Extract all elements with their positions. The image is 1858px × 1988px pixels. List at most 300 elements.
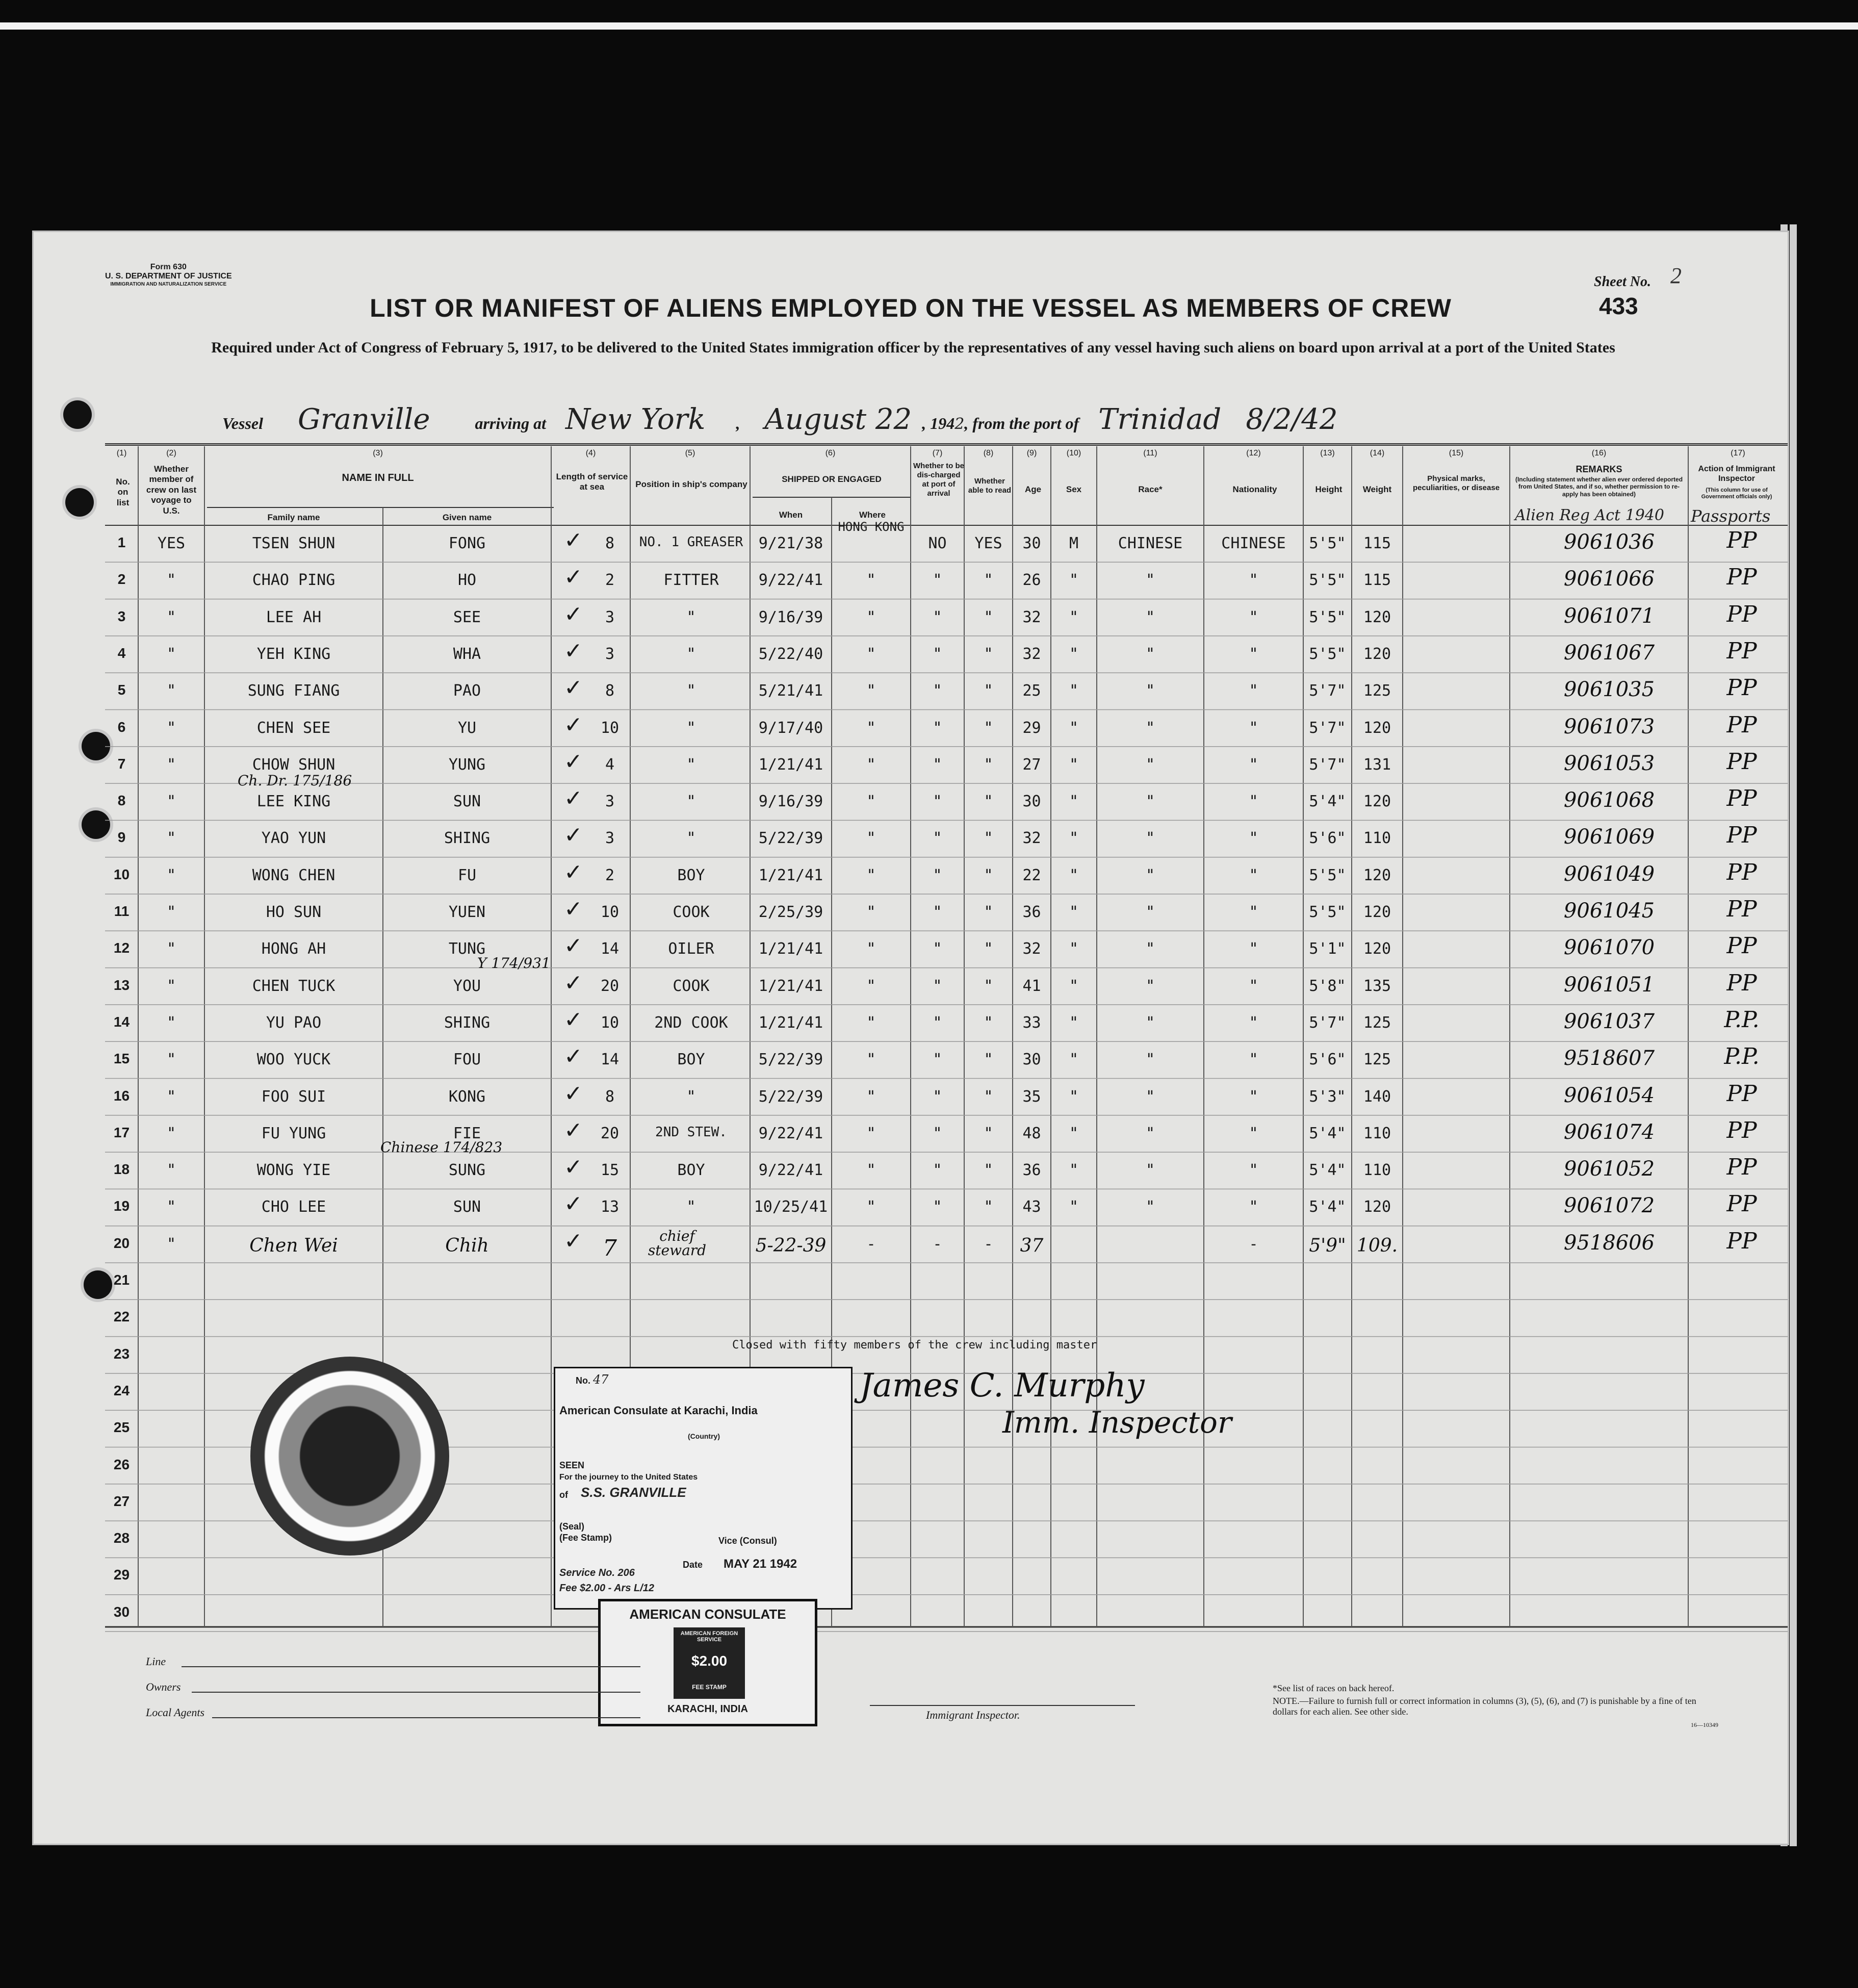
table-row — [34, 1263, 1788, 1299]
column-number: (1) — [116, 449, 127, 457]
cell-height: 5'7" — [1309, 719, 1346, 737]
cell-action: PP — [1726, 564, 1757, 591]
cell-race: " — [1145, 866, 1155, 884]
sheet-number: 433 — [1599, 293, 1638, 319]
cell-race: " — [1145, 719, 1155, 737]
arrival-date: August 22 — [764, 403, 912, 436]
cell-action: PP — [1726, 1080, 1757, 1107]
cell-read: " — [984, 793, 993, 811]
cell-family: WONG YIE — [256, 1161, 331, 1180]
cell-age: 37 — [1020, 1235, 1044, 1256]
cell-nationality: " — [1249, 608, 1258, 626]
cell-action: PP — [1726, 1117, 1757, 1143]
cell-nationality: " — [1249, 1161, 1258, 1180]
cell-given: FU — [457, 866, 477, 884]
cell-age: 27 — [1022, 755, 1041, 774]
cell-nationality: " — [1249, 1198, 1258, 1216]
cell-age: 33 — [1022, 1013, 1041, 1032]
cell-where: - — [866, 1235, 876, 1253]
cell-height: 5'4" — [1309, 793, 1346, 811]
cell-crew: " — [166, 866, 176, 884]
page-subtitle: Required under Act of Congress of February 5, 1917, to be delivered to the United States immigration officer by the representatives of any vessel having such aliens on board upon arrival at a port of the United States — [211, 339, 1615, 356]
table-row — [34, 931, 1788, 967]
cell-nationality: " — [1249, 829, 1258, 848]
cell-crew: " — [166, 1235, 176, 1253]
table-row — [34, 1005, 1788, 1041]
cell-position: COOK — [673, 903, 710, 921]
cell-weight: 109. — [1356, 1235, 1398, 1256]
cell-read: " — [984, 829, 993, 848]
hdr-given: Given name — [442, 513, 492, 522]
cell-sex: " — [1069, 866, 1079, 884]
cell-no: 4 — [117, 645, 126, 661]
cell-service: 2 — [605, 866, 615, 884]
cell-action: P.P. — [1724, 1043, 1760, 1070]
cell-position: BOY — [677, 866, 705, 884]
cell-service: 8 — [605, 534, 615, 552]
cell-height: 5'4" — [1309, 1161, 1346, 1180]
cell-position: COOK — [673, 977, 710, 995]
cell-discharged: " — [933, 977, 942, 995]
cell-discharged: " — [933, 793, 942, 811]
cell-when: 5/22/39 — [758, 1087, 823, 1106]
checkmark-icon: ✓ — [564, 711, 583, 738]
cell-nationality: " — [1249, 1051, 1258, 1069]
stamp-vice-consul: Vice (Consul) — [718, 1536, 777, 1546]
from-date: 8/2/42 — [1246, 403, 1338, 436]
cell-age: 36 — [1022, 903, 1041, 921]
cell-given: KONG — [448, 1087, 486, 1106]
cell-service: 13 — [600, 1198, 620, 1216]
checkmark-icon: ✓ — [564, 1080, 583, 1107]
cell-weight: 125 — [1363, 1051, 1391, 1069]
cell-nationality: " — [1249, 682, 1258, 700]
cell-where: HONG KONG — [838, 520, 905, 534]
cell-where: " — [866, 866, 876, 884]
cell-no: 30 — [113, 1603, 130, 1620]
form-number: Form 630 — [150, 263, 187, 271]
cell-no: 24 — [113, 1382, 130, 1398]
cell-nationality: CHINESE — [1221, 534, 1286, 552]
cell-where: " — [866, 903, 876, 921]
cell-family: HO SUN — [266, 903, 322, 921]
checkmark-icon: ✓ — [564, 638, 583, 664]
cell-read: " — [984, 645, 993, 663]
cell-height: 5'5" — [1309, 608, 1346, 626]
cell-height: 5'4" — [1309, 1124, 1346, 1142]
cell-crew: " — [166, 608, 176, 626]
cell-read: " — [984, 940, 993, 958]
cell-where: " — [866, 1198, 876, 1216]
cell-read: " — [984, 866, 993, 884]
cell-height: 5'5" — [1309, 645, 1346, 663]
cell-remark: 9061052 — [1563, 1157, 1655, 1181]
cell-action: PP — [1726, 638, 1757, 664]
hdr-name: NAME IN FULL — [342, 472, 414, 483]
closing-statement: Closed with fifty members of the crew including master — [732, 1339, 1097, 1352]
cell-service: 3 — [605, 793, 615, 811]
cell-read: " — [984, 571, 993, 590]
cell-crew: " — [166, 1198, 176, 1216]
cell-given: HO — [457, 571, 477, 590]
hdr-no: No. on list — [116, 477, 130, 507]
cell-race: " — [1145, 1013, 1155, 1032]
checkmark-icon: ✓ — [564, 970, 583, 996]
hdr-nationality: Nationality — [1232, 485, 1277, 494]
cell-service: 20 — [600, 1124, 620, 1142]
cell-family: CHEN TUCK — [252, 977, 336, 995]
cell-sex: " — [1069, 829, 1079, 848]
column-number: (5) — [685, 449, 695, 457]
cell-weight: 110 — [1363, 829, 1391, 848]
cell-position: " — [686, 682, 696, 700]
cell-read: " — [984, 977, 993, 995]
footer-rule — [182, 1666, 640, 1667]
cell-race: " — [1145, 645, 1155, 663]
cell-weight: 115 — [1363, 534, 1391, 552]
cell-remark: 9061037 — [1563, 1009, 1655, 1033]
cell-age: 48 — [1022, 1124, 1041, 1142]
cell-crew: " — [166, 1051, 176, 1069]
footer-line-label: Line — [146, 1655, 166, 1668]
cell-discharged: " — [933, 903, 942, 921]
hdr-service: Length of service at sea — [556, 472, 628, 492]
cell-nationality: " — [1249, 1087, 1258, 1106]
fee-stamp-inner-top: AMERICAN FOREIGN SERVICE — [680, 1630, 738, 1643]
cell-height: 5'6" — [1309, 829, 1346, 848]
cell-height: 5'3" — [1309, 1087, 1346, 1106]
cell-when: 5/21/41 — [758, 682, 823, 700]
cell-service: 3 — [605, 829, 615, 848]
hdr-family: Family name — [267, 513, 320, 522]
cell-crew: " — [166, 1124, 176, 1142]
cell-no: 11 — [114, 903, 130, 919]
table-row — [34, 710, 1788, 747]
cell-sex: " — [1069, 1087, 1079, 1106]
cell-service: 20 — [600, 977, 620, 995]
cell-remark: 9061074 — [1563, 1120, 1655, 1144]
cell-action: PP — [1726, 970, 1757, 996]
cell-crew: " — [166, 1087, 176, 1106]
hdr-where: Where — [859, 510, 886, 520]
stamp-journey: For the journey to the United States — [559, 1473, 698, 1482]
cell-family: FOO SUI — [261, 1087, 326, 1106]
cell-height: 5'9" — [1309, 1235, 1346, 1256]
cell-no: 3 — [117, 608, 126, 624]
cell-sex: " — [1069, 1013, 1079, 1032]
column-number: (2) — [166, 449, 176, 457]
hdr-race: Race* — [1138, 485, 1163, 494]
cell-position: NO. 1 GREASER — [639, 534, 743, 550]
stamp-consulate: American Consulate at Karachi, India — [559, 1404, 758, 1417]
checkmark-icon: ✓ — [564, 1117, 583, 1143]
cell-given: YOU — [453, 977, 481, 995]
cell-read: - — [984, 1235, 993, 1253]
cell-age: 41 — [1022, 977, 1041, 995]
cell-action: PP — [1726, 1154, 1757, 1181]
cell-race: " — [1145, 903, 1155, 921]
cell-no: 25 — [113, 1419, 130, 1436]
cell-where: " — [866, 719, 876, 737]
cell-action: PP — [1726, 822, 1757, 849]
hdr-remarks-note: (Including statement whether alien ever ordered deported from United States, and if so, whether permission to re-apply has been obtained) — [1515, 476, 1683, 498]
cell-given: TUNG — [448, 940, 486, 958]
cell-read: " — [984, 682, 993, 700]
cell-given: FONG — [448, 534, 486, 552]
cell-action: PP — [1726, 896, 1757, 922]
cell-crew: " — [166, 645, 176, 663]
footer-rule — [212, 1717, 640, 1718]
vessel-row: Vessel Granville arriving at New York , August 22 , 1942, from the port of Trinidad 8/2/42 — [222, 403, 1338, 436]
cell-where: " — [866, 1013, 876, 1032]
cell-height: 5'7" — [1309, 755, 1346, 774]
cell-crew: " — [166, 793, 176, 811]
stamp-service-no: Service No. 206 — [559, 1567, 635, 1578]
cell-given: SUNG — [448, 1161, 486, 1180]
table-row — [34, 1299, 1788, 1336]
cell-where: " — [866, 1161, 876, 1180]
cell-race: " — [1145, 1087, 1155, 1106]
cell-nationality: " — [1249, 977, 1258, 995]
cell-family: TSEN SHUN — [252, 534, 336, 552]
table-row — [34, 1189, 1788, 1226]
table-row — [34, 1041, 1788, 1078]
table-row — [34, 599, 1788, 636]
cell-weight: 120 — [1363, 940, 1391, 958]
column-number: (8) — [983, 449, 994, 457]
vessel-label: Vessel — [222, 414, 263, 432]
footer-note-fine: NOTE.—Failure to furnish full or correct information in columns (3), (5), (6), and (7) is punishable by a fine of ten dollars for each alien. See other side. — [1273, 1696, 1696, 1717]
cell-when: 5/22/39 — [758, 829, 823, 848]
cell-sex: " — [1069, 719, 1079, 737]
cell-sex: " — [1069, 608, 1079, 626]
cell-no: 20 — [113, 1235, 130, 1251]
cell-sex: " — [1069, 940, 1079, 958]
cell-when: 9/22/41 — [758, 571, 823, 590]
cell-remark: 9061054 — [1563, 1083, 1655, 1107]
film-border-line — [0, 22, 1858, 30]
cell-position: " — [686, 755, 696, 774]
table-row — [34, 673, 1788, 709]
stamp-fee-label: (Fee Stamp) — [559, 1533, 612, 1543]
cell-age: 32 — [1022, 829, 1041, 848]
cell-height: 5'5" — [1309, 571, 1346, 590]
cell-given: Chih — [445, 1235, 489, 1256]
cell-when: 1/21/41 — [758, 977, 823, 995]
cell-read: " — [984, 719, 993, 737]
column-number: (15) — [1449, 449, 1464, 457]
cell-service: 10 — [600, 903, 620, 921]
stamp-country: (Country) — [688, 1432, 720, 1440]
cell-no: 21 — [113, 1272, 130, 1288]
table-row — [34, 1115, 1788, 1152]
cell-remark: 9061049 — [1563, 862, 1655, 886]
cell-service: 15 — [600, 1161, 620, 1180]
cell-family: YEH KING — [256, 645, 331, 663]
cell-action: PP — [1726, 601, 1757, 627]
cell-given: SUN — [453, 1198, 481, 1216]
column-number: (13) — [1320, 449, 1335, 457]
cell-no: 5 — [117, 682, 126, 698]
cell-remark: 9518607 — [1563, 1047, 1655, 1071]
cell-race: CHINESE — [1118, 534, 1183, 552]
cell-read: " — [984, 608, 993, 626]
cell-read: " — [984, 1161, 993, 1180]
cell-weight: 125 — [1363, 682, 1391, 700]
sheet-label: Sheet No. — [1594, 274, 1651, 290]
cell-where: " — [866, 608, 876, 626]
cell-sex: " — [1069, 1124, 1079, 1142]
cell-race: " — [1145, 1124, 1155, 1142]
cell-given: FOU — [453, 1051, 481, 1069]
fee-stamp — [598, 1599, 817, 1726]
footer-note-races: *See list of races on back hereof. — [1273, 1683, 1395, 1693]
cell-discharged: - — [933, 1235, 942, 1253]
stamp-date: MAY 21 1942 — [724, 1557, 797, 1571]
cell-age: 22 — [1022, 866, 1041, 884]
cell-read: " — [984, 1198, 993, 1216]
stamp-no: 47 — [593, 1372, 609, 1387]
table-row — [34, 1079, 1788, 1115]
cell-service: 14 — [600, 940, 620, 958]
cell-no: 1 — [117, 534, 126, 550]
cell-when: 1/21/41 — [758, 866, 823, 884]
hdr-sex: Sex — [1066, 485, 1082, 494]
cell-when: 5-22-39 — [755, 1235, 827, 1256]
cell-weight: 135 — [1363, 977, 1391, 995]
cell-age: 32 — [1022, 608, 1041, 626]
cell-family: CHO LEE — [261, 1198, 326, 1216]
cell-remark: 9061069 — [1563, 825, 1655, 849]
cell-no: 9 — [117, 829, 126, 846]
hdr-action: Action of Immigrant Inspector — [1698, 465, 1775, 483]
cell-family: CHEN SEE — [256, 719, 331, 737]
cell-when: 1/21/41 — [758, 940, 823, 958]
cell-when: 10/25/41 — [754, 1198, 828, 1216]
cell-weight: 120 — [1363, 1198, 1391, 1216]
checkmark-icon: ✓ — [564, 1154, 583, 1181]
cell-where: " — [866, 940, 876, 958]
cell-family: CHAO PING — [252, 571, 336, 590]
cell-nationality: " — [1249, 866, 1258, 884]
hdr-when: When — [779, 510, 803, 520]
cell-where: " — [866, 1051, 876, 1069]
cell-discharged: " — [933, 645, 942, 663]
cell-position: BOY — [677, 1161, 705, 1180]
cell-when: 5/22/40 — [758, 645, 823, 663]
cell-remark: 9061072 — [1563, 1194, 1655, 1218]
fee-stamp-top: AMERICAN CONSULATE — [629, 1607, 786, 1622]
table-row — [34, 1226, 1788, 1263]
stamp-vessel: S.S. GRANVILLE — [581, 1485, 686, 1500]
table-row — [34, 562, 1788, 599]
cell-position: 2ND STEW. — [655, 1124, 727, 1140]
checkmark-icon: ✓ — [564, 1228, 583, 1254]
handwritten-annotation: Ch. Dr. 175/186 — [238, 772, 352, 789]
from-label: from the port of — [972, 414, 1079, 432]
cell-read: " — [984, 903, 993, 921]
cell-where: " — [866, 1124, 876, 1142]
cell-read: " — [984, 1124, 993, 1142]
cell-height: 5'7" — [1309, 1013, 1346, 1032]
cell-no: 18 — [113, 1161, 130, 1178]
cell-action: PP — [1726, 785, 1757, 812]
cell-service: 4 — [605, 755, 615, 774]
cell-sex: " — [1069, 682, 1079, 700]
cell-weight: 131 — [1363, 755, 1391, 774]
cell-where: " — [866, 755, 876, 774]
cell-where: " — [866, 793, 876, 811]
fee-stamp-image — [672, 1626, 746, 1700]
cell-nationality: - — [1249, 1235, 1258, 1253]
cell-discharged: " — [933, 1087, 942, 1106]
page-edge — [1790, 224, 1797, 1846]
cell-no: 15 — [113, 1051, 130, 1067]
cell-sex: " — [1069, 755, 1079, 774]
checkmark-icon: ✓ — [564, 564, 583, 591]
checkmark-icon: ✓ — [564, 527, 583, 553]
cell-when: 1/21/41 — [758, 755, 823, 774]
cell-remark: 9061067 — [1563, 641, 1655, 665]
cell-nationality: " — [1249, 903, 1258, 921]
cell-weight: 120 — [1363, 719, 1391, 737]
cell-service: 8 — [605, 1087, 615, 1106]
cell-remark: 9061053 — [1563, 751, 1655, 775]
cell-nationality: " — [1249, 755, 1258, 774]
table-row — [34, 636, 1788, 673]
cell-no: 26 — [113, 1456, 130, 1472]
handwritten-annotation: Chinese 174/823 — [380, 1139, 503, 1156]
cell-discharged: NO — [928, 534, 947, 552]
arriving-label: arriving at — [475, 414, 547, 432]
cell-age: 43 — [1022, 1198, 1041, 1216]
checkmark-icon: ✓ — [564, 1191, 583, 1217]
cell-race: " — [1145, 1161, 1155, 1180]
cell-no: 27 — [113, 1493, 130, 1509]
hdr-position: Position in ship's company — [635, 479, 747, 489]
cell-given: SHING — [444, 829, 491, 848]
cell-read: " — [984, 1013, 993, 1032]
hdr-remarks: REMARKS — [1576, 464, 1622, 474]
from-port: Trinidad — [1098, 403, 1222, 436]
column-number: (10) — [1066, 449, 1081, 457]
cell-service: 3 — [605, 645, 615, 663]
stamp-date-label: Date — [683, 1560, 703, 1570]
table-row — [34, 894, 1788, 931]
hdr-discharged: Whether to be dis-charged at port of arrival — [913, 462, 964, 498]
footer-inspector-label: Immigrant Inspector. — [926, 1709, 1020, 1721]
cell-family: WONG CHEN — [252, 866, 336, 884]
stamp-fee: Fee $2.00 - Ars L/12 — [559, 1583, 655, 1594]
cell-sex: " — [1069, 571, 1079, 590]
cell-remark: 9061051 — [1563, 973, 1655, 997]
cell-read: " — [984, 1051, 993, 1069]
cell-no: 10 — [113, 866, 130, 882]
cell-remark: 9061073 — [1563, 715, 1655, 738]
cell-no: 29 — [113, 1567, 130, 1583]
cell-height: 5'7" — [1309, 682, 1346, 700]
cell-no: 8 — [117, 793, 126, 809]
table-row — [34, 1152, 1788, 1189]
cell-age: 35 — [1022, 1087, 1041, 1106]
cell-given: YU — [457, 719, 477, 737]
cell-service: 7 — [603, 1235, 617, 1261]
cell-no: 14 — [113, 1013, 130, 1030]
cell-where: " — [866, 977, 876, 995]
cell-no: 7 — [117, 755, 126, 772]
cell-crew: " — [166, 571, 176, 590]
cell-race: " — [1145, 571, 1155, 590]
